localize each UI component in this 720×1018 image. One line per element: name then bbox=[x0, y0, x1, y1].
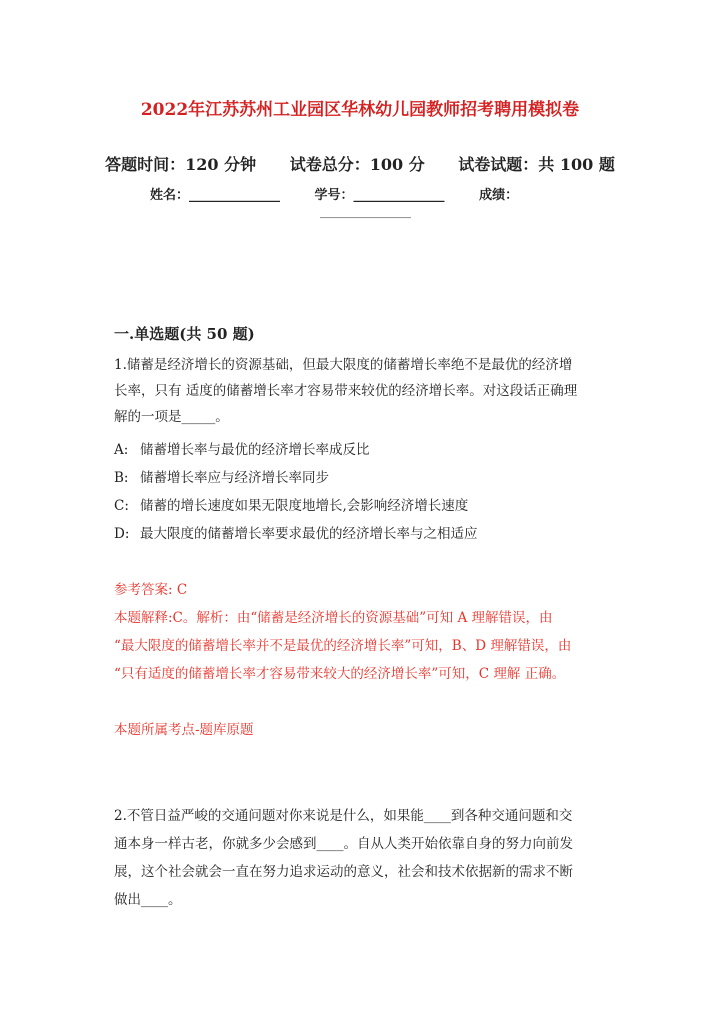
option-d bbox=[114, 520, 614, 548]
question-2-line-3: 展，这个社会就会一直在努力追求运动的意义，社会和技术依据新的需求不断 bbox=[114, 864, 573, 880]
explanation-line-2: “最大限度的储蓄增长率并不是最优的经济增长率”可知，B、D 理解错误，由 bbox=[114, 638, 572, 654]
student-fields bbox=[150, 184, 518, 203]
question-1-answer-block bbox=[114, 576, 624, 688]
question-1-source: 本题所属考点-题库原题 bbox=[114, 722, 254, 738]
question-1-line-2: 长率，只有 适度的储蓄增长率才容易带来较优的经济增长率。对这段话正确理 bbox=[114, 383, 578, 399]
option-d-text: 最大限度的储蓄增长率要求最优的经济增长率与之相适应 bbox=[140, 526, 478, 542]
question-2-line-2: 通本身一样古老，你就多少会感到____。自从人类开始依靠自身的努力向前发 bbox=[114, 836, 573, 852]
score-field: 成绩： bbox=[479, 188, 519, 203]
exam-time: 答题时间：120 分钟 bbox=[105, 155, 257, 174]
exam-title: 2022年江苏苏州工业园区华林幼儿园教师招考聘用模拟卷 bbox=[140, 100, 580, 120]
question-2-line-4: 做出____。 bbox=[114, 892, 182, 908]
answer-label: 参考答案: C bbox=[114, 582, 188, 598]
student-id-field: 学号：______________ bbox=[314, 188, 445, 203]
option-c-text: 储蓄的增长速度如果无限度地增长,会影响经济增长速度 bbox=[140, 498, 469, 514]
option-c bbox=[114, 492, 614, 520]
name-field: 姓名：______________ bbox=[150, 188, 281, 203]
option-b-key: B: bbox=[114, 470, 129, 486]
exam-total-score: 试卷总分：100 分 bbox=[289, 155, 425, 174]
question-1-line-3: 解的一项是_____。 bbox=[114, 409, 229, 425]
option-a-text: 储蓄增长率与最优的经济增长率成反比 bbox=[140, 442, 370, 458]
question-2-line-1: 2.不管日益严峻的交通问题对你来说是什么，如果能____到各种交通问题和交 bbox=[114, 808, 573, 824]
option-b bbox=[114, 464, 614, 492]
question-1-options bbox=[114, 436, 614, 548]
section-title: 一.单选题(共 50 题) bbox=[114, 325, 255, 343]
option-c-key: C: bbox=[114, 498, 129, 514]
question-1-line-1: 1.储蓄是经济增长的资源基础，但最大限度的储蓄增长率绝不是最优的经济增 bbox=[114, 357, 573, 373]
exam-question-count: 试卷试题：共 100 题 bbox=[458, 155, 615, 174]
exam-meta bbox=[0, 152, 720, 175]
score-line: ______________ bbox=[320, 204, 411, 219]
question-2 bbox=[114, 802, 614, 914]
option-a bbox=[114, 436, 614, 464]
explanation-line-3: “只有适度的储蓄增长率才容易带来较大的经济增长率”可知，C 理解 正确。 bbox=[114, 666, 566, 682]
option-d-key: D: bbox=[114, 526, 130, 542]
option-a-key: A: bbox=[114, 442, 129, 458]
question-1 bbox=[114, 352, 614, 430]
explanation-line-1: 本题解释:C。解析：由“储蓄是经济增长的资源基础”可知 A 理解错误，由 bbox=[114, 610, 553, 626]
option-b-text: 储蓄增长率应与经济增长率同步 bbox=[140, 470, 329, 486]
